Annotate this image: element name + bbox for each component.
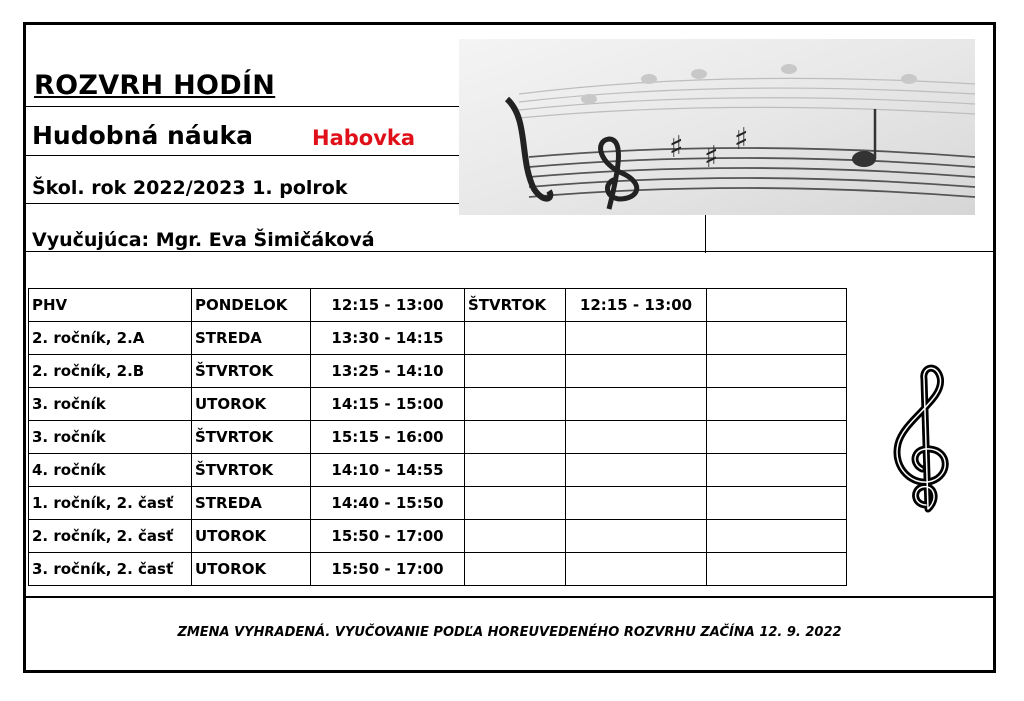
table-row [29, 388, 847, 421]
group-cell: PHV [29, 289, 192, 322]
day-cell: UTOROK [192, 553, 311, 586]
time-cell: 14:15 - 15:00 [311, 388, 465, 421]
table-row [29, 355, 847, 388]
group-cell: 2. ročník, 2. časť [29, 520, 192, 553]
time-cell: 14:40 - 15:50 [311, 487, 465, 520]
time-cell: 14:10 - 14:55 [311, 454, 465, 487]
schedule-table-body [29, 289, 847, 586]
empty-cell [707, 553, 847, 586]
table-row [29, 520, 847, 553]
time2-cell [566, 520, 707, 553]
day2-cell [465, 322, 566, 355]
group-cell: 1. ročník, 2. časť [29, 487, 192, 520]
empty-cell [707, 487, 847, 520]
time-cell: 15:15 - 16:00 [311, 421, 465, 454]
divider [26, 203, 459, 204]
day2-cell: ŠTVRTOK [465, 289, 566, 322]
time-cell: 13:25 - 14:10 [311, 355, 465, 388]
day2-cell [465, 388, 566, 421]
day-cell: UTOROK [192, 388, 311, 421]
divider [26, 596, 993, 598]
day2-cell [465, 454, 566, 487]
time2-cell [566, 487, 707, 520]
group-cell: 3. ročník, 2. časť [29, 553, 192, 586]
day-cell: STREDA [192, 322, 311, 355]
time-cell: 13:30 - 14:15 [311, 322, 465, 355]
time2-cell: 12:15 - 13:00 [566, 289, 707, 322]
group-cell: 2. ročník, 2.A [29, 322, 192, 355]
day-cell: ŠTVRTOK [192, 421, 311, 454]
table-row [29, 454, 847, 487]
empty-cell [707, 421, 847, 454]
table-row [29, 553, 847, 586]
time-cell: 15:50 - 17:00 [311, 553, 465, 586]
day2-cell [465, 553, 566, 586]
group-cell: 2. ročník, 2.B [29, 355, 192, 388]
time2-cell [566, 355, 707, 388]
divider [26, 251, 993, 252]
time2-cell [566, 421, 707, 454]
empty-cell [707, 520, 847, 553]
empty-cell [707, 355, 847, 388]
day-cell: ŠTVRTOK [192, 454, 311, 487]
schedule-sheet [23, 22, 996, 673]
day2-cell [465, 355, 566, 388]
time-cell: 12:15 - 13:00 [311, 289, 465, 322]
svg-text:♯: ♯ [669, 130, 684, 165]
teacher-name: Vyučujúca: Mgr. Eva Šimičáková [32, 229, 375, 251]
footer-note: ZMENA VYHRADENÁ. VYUČOVANIE PODĽA HOREUVEDENÉHO ROZVRHU ZAČÍNA 12. 9. 2022 [177, 625, 842, 640]
table-row [29, 322, 847, 355]
time-cell: 15:50 - 17:00 [311, 520, 465, 553]
group-cell: 3. ročník [29, 388, 192, 421]
svg-text:♯: ♯ [734, 122, 749, 157]
empty-cell [707, 454, 847, 487]
table-row [29, 289, 847, 322]
day-cell: PONDELOK [192, 289, 311, 322]
group-cell: 4. ročník [29, 454, 192, 487]
sheet-music-photo [459, 39, 975, 215]
divider [26, 155, 459, 156]
day-cell: UTOROK [192, 520, 311, 553]
svg-text:♯: ♯ [704, 140, 719, 175]
schedule-table [28, 288, 847, 586]
empty-cell [707, 388, 847, 421]
day2-cell [465, 487, 566, 520]
time2-cell [566, 322, 707, 355]
day2-cell [465, 421, 566, 454]
time2-cell [566, 388, 707, 421]
empty-cell [707, 289, 847, 322]
school-year: Škol. rok 2022/2023 1. polrok [32, 177, 348, 199]
time2-cell [566, 553, 707, 586]
empty-cell [707, 322, 847, 355]
branch-name: Habovka [312, 126, 416, 150]
divider [705, 215, 706, 253]
page-title: ROZVRH HODÍN [34, 70, 276, 101]
subject-name: Hudobná náuka [32, 121, 254, 150]
treble-clef-icon [884, 359, 964, 519]
table-row [29, 487, 847, 520]
table-row [29, 421, 847, 454]
group-cell: 3. ročník [29, 421, 192, 454]
time2-cell [566, 454, 707, 487]
divider [26, 106, 459, 107]
day2-cell [465, 520, 566, 553]
day-cell: ŠTVRTOK [192, 355, 311, 388]
day-cell: STREDA [192, 487, 311, 520]
